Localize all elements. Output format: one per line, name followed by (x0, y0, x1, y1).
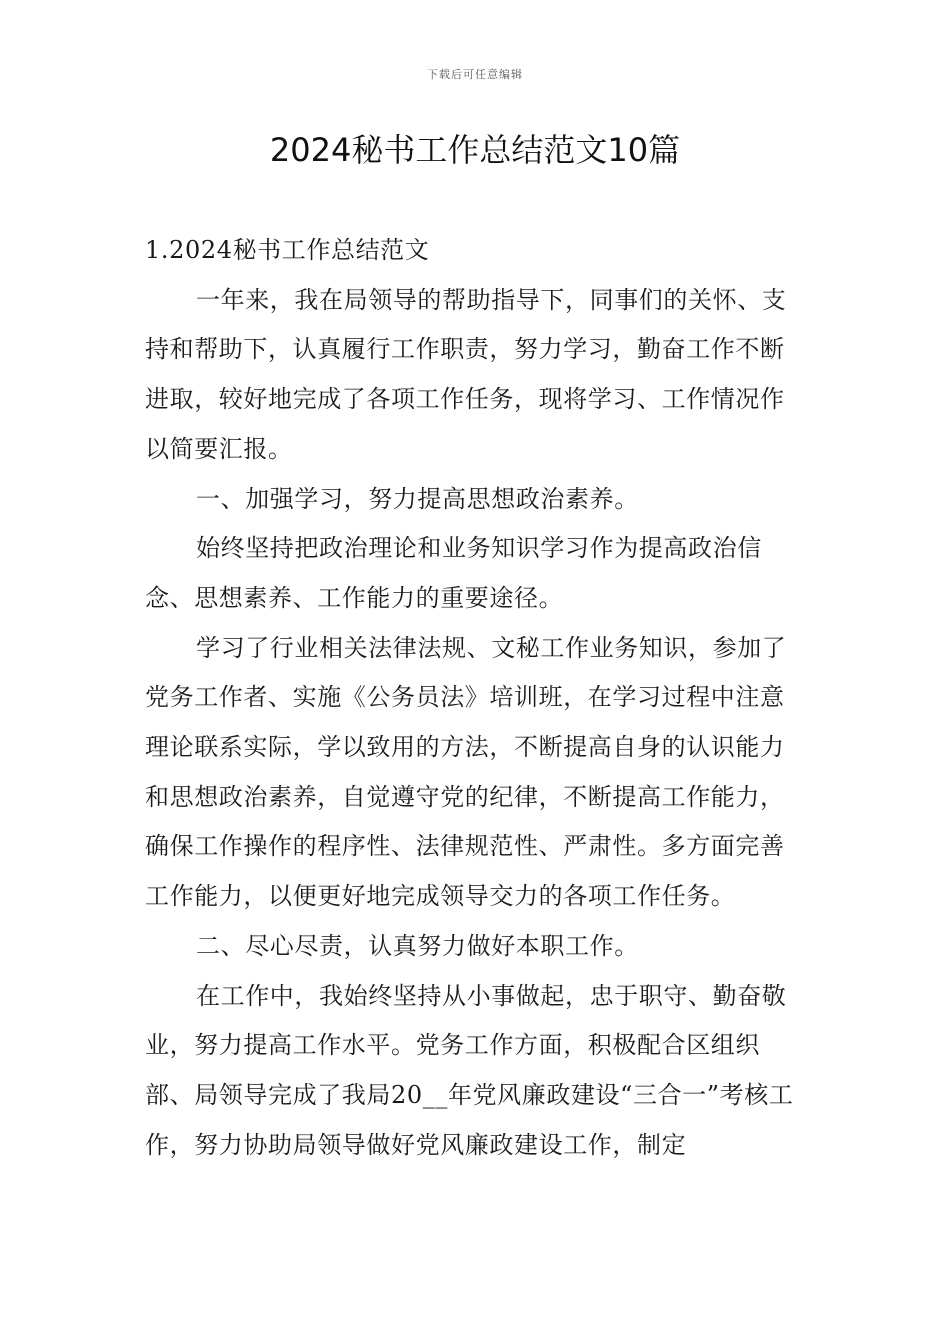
document-title: 2024秘书工作总结范文10篇 (269, 131, 681, 169)
subheading: 一、加强学习，努力提高思想政治素养。 (196, 484, 639, 513)
paragraph: 在工作中，我始终坚持从小事做起，忠于职守、勤奋敬业，努力提高工作水平。党务工作方面，积极配合区组织部、局领导完成了我局20__年党风廉政建设“三合一”考核工作，努力协助局领导做好党风廉政建设工作，制定 (145, 981, 794, 1159)
paragraph: 始终坚持把政治理论和业务知识学习作为提高政治信念、思想素养、工作能力的重要途径。 (145, 534, 762, 612)
subheading: 二、尽心尽责，认真努力做好本职工作。 (196, 931, 639, 960)
paragraph: 学习了行业相关法律法规、文秘工作业务知识，参加了党务工作者、实施《公务员法》培训班，在学习过程中注意理论联系实际，学以致用的方法，不断提高自身的认识能力和思想政治素养，自觉遵守党的纪律，不断提高工作能力，确保工作操作的程序性、法律规范性、严肃性。多方面完善工作能力，以便更好地完成领导交力的各项工作任务。 (145, 633, 787, 911)
header-note: 下载后可任意编辑 (427, 68, 523, 81)
document-body (145, 226, 809, 1170)
paragraph: 一年来，我在局领导的帮助指导下，同事们的关怀、支持和帮助下，认真履行工作职责，努力学习，勤奋工作不断进取，较好地完成了各项工作任务，现将学习、工作情况作以简要汇报。 (145, 285, 787, 463)
section-heading: 1.2024秘书工作总结范文 (145, 236, 430, 264)
